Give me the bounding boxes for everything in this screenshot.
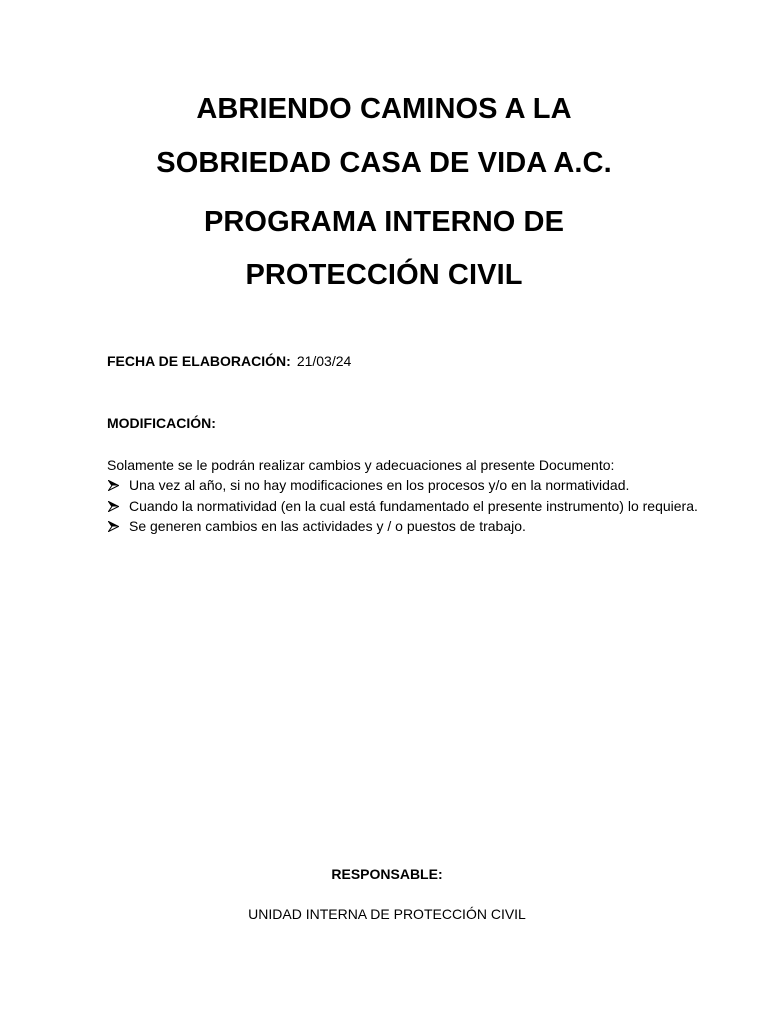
title-line-2: SOBRIEDAD CASA DE VIDA A.C. <box>156 147 612 179</box>
list-item-text: Cuando la normatividad (en la cual está fundamentado el presente instrumento) lo requiera. <box>129 497 698 514</box>
arrowhead-bullet-icon <box>108 501 119 512</box>
fecha-label: FECHA DE ELABORACIÓN: <box>107 353 291 369</box>
responsable-heading: RESPONSABLE: <box>331 866 443 882</box>
modificacion-list <box>107 475 698 537</box>
title-line-1: ABRIENDO CAMINOS A LA <box>196 93 572 125</box>
list-item <box>107 475 698 496</box>
responsable-value: UNIDAD INTERNA DE PROTECCIÓN CIVIL <box>248 906 526 922</box>
fecha-value: 21/03/24 <box>296 353 352 369</box>
modificacion-intro: Solamente se le podrán realizar cambios y adecuaciones al presente Documento: <box>107 457 615 473</box>
list-item <box>107 496 698 517</box>
title-line-3: PROGRAMA INTERNO DE <box>203 206 565 238</box>
list-item <box>107 516 698 537</box>
modificacion-heading: MODIFICACIÓN: <box>107 415 216 431</box>
list-item-text: Una vez al año, si no hay modificaciones en los procesos y/o en la normatividad. <box>129 477 630 493</box>
arrowhead-bullet-icon <box>108 480 119 491</box>
fecha-elaboracion-row <box>107 352 351 370</box>
list-item-text: Se generen cambios en las actividades y / o puestos de trabajo. <box>129 518 526 534</box>
title-line-4: PROTECCIÓN CIVIL <box>245 259 523 291</box>
arrowhead-bullet-icon <box>108 521 119 532</box>
